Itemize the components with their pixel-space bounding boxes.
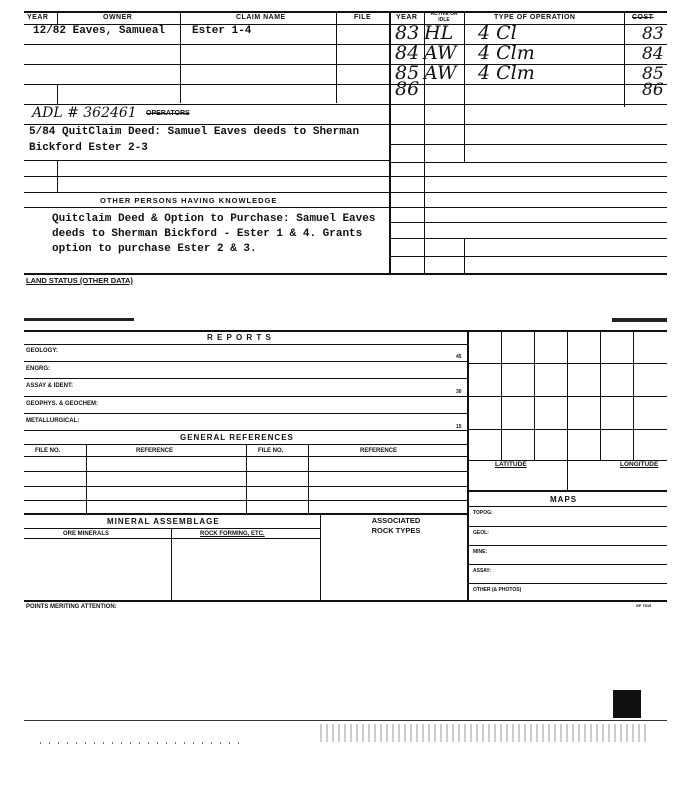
ops-row-type: 4 Clm xyxy=(478,62,535,84)
rock-types-label: ROCK TYPES xyxy=(371,526,421,535)
report-assay-label: ASSAY & IDENT: xyxy=(26,383,74,389)
grid-col xyxy=(501,330,502,460)
mineral-assemblage-title: MINERAL ASSEMBLAGE xyxy=(107,517,220,526)
map-item-assay: ASSAY: xyxy=(473,568,492,574)
section-rule xyxy=(24,192,390,193)
maps-rule xyxy=(467,583,667,584)
claim-file-header: FILE xyxy=(354,14,372,21)
reports-rule xyxy=(24,396,467,397)
ops-row-year: 84 xyxy=(395,42,420,64)
reports-rule xyxy=(24,413,467,414)
ops-active-header: ACTIVE OR IDLE xyxy=(430,11,458,23)
claim-row-rule xyxy=(24,64,390,65)
ops-row-rule xyxy=(389,144,667,145)
claim-col-divider xyxy=(336,11,337,103)
section-rule xyxy=(24,124,390,125)
ops-row-status: HL xyxy=(424,22,454,44)
reports-rule xyxy=(24,361,467,362)
scan-artifact-line xyxy=(24,720,667,721)
claim-col-divider xyxy=(180,11,181,103)
ops-row-right: 84 xyxy=(642,44,664,64)
report-assay-code: 30 xyxy=(456,389,462,395)
claim-col-divider xyxy=(57,160,58,192)
rock-forming-label: ROCK FORMING, ETC. xyxy=(200,531,265,537)
claim-name-header: CLAIM NAME xyxy=(236,14,286,21)
longitude-label: LONGITUDE xyxy=(620,461,659,468)
ops-row-status: AW xyxy=(424,62,457,84)
ops-row-rule xyxy=(389,84,667,85)
ref-file-no2-header: FILE NO. xyxy=(258,448,284,454)
ops-row-type: 4 Cl xyxy=(478,22,517,44)
ops-row-rule xyxy=(389,192,667,193)
references-bottom-border xyxy=(24,513,467,515)
grid-col xyxy=(567,330,568,490)
reports-title: R E P O R T S xyxy=(207,333,272,342)
scan-artifact-block xyxy=(613,690,641,718)
section-rule xyxy=(24,160,390,161)
points-meriting-label: POINTS MERITING ATTENTION: xyxy=(26,604,117,610)
maps-rule xyxy=(467,564,667,565)
ref-reference2-header: REFERENCE xyxy=(360,448,398,454)
report-geology-code: 45 xyxy=(456,354,462,360)
ore-minerals-label: ORE MINERALS xyxy=(63,531,110,537)
ops-col-divider xyxy=(624,11,625,107)
ref-col-divider xyxy=(308,444,309,514)
ops-row-rule xyxy=(389,256,667,257)
mineral-col-divider xyxy=(320,513,321,600)
section-rule xyxy=(24,207,390,208)
claim-row-name: Ester 1-4 xyxy=(192,25,252,37)
grid-row xyxy=(467,396,667,397)
report-metallurgical-label: METALLURGICAL: xyxy=(26,418,80,424)
maps-rule xyxy=(467,545,667,546)
reports-rule xyxy=(24,430,467,431)
ops-col-divider xyxy=(464,238,465,273)
adl-number-handwritten: ADL # 362461 xyxy=(32,105,137,121)
ops-row-rule xyxy=(389,176,667,177)
claim-year-header: YEAR xyxy=(27,14,49,21)
associated-label: ASSOCIATED xyxy=(371,516,421,525)
ops-col-divider xyxy=(464,11,465,163)
other-persons-line1: Quitclaim Deed & Option to Purchase: Samuel Eaves xyxy=(52,213,376,225)
scan-artifact-speckle xyxy=(320,724,650,742)
ops-row-rule xyxy=(389,124,667,125)
ops-row-rule xyxy=(389,238,667,239)
ops-row-right: 85 xyxy=(642,64,664,84)
ops-row-rule xyxy=(389,104,667,105)
center-divider xyxy=(389,11,391,273)
ref-col-divider xyxy=(86,444,87,514)
ops-row-year: 85 xyxy=(395,62,420,84)
ops-row-right: 86 xyxy=(642,80,664,100)
reports-rule xyxy=(24,378,467,379)
grid-col xyxy=(534,330,535,460)
mineral-rule xyxy=(24,528,320,529)
maps-rule xyxy=(467,526,667,527)
ops-row-year: 83 xyxy=(395,22,420,44)
land-status-label: LAND STATUS (OTHER DATA) xyxy=(26,276,133,285)
ops-row-type: 4 Clm xyxy=(478,42,535,64)
section-rule xyxy=(24,176,390,177)
reports-right-divider xyxy=(467,330,469,600)
ops-row-year: 86 xyxy=(395,78,420,100)
maps-rule xyxy=(467,506,667,507)
ref-col-divider xyxy=(246,444,247,514)
map-item-other: OTHER (& PHOTOS) xyxy=(473,587,522,593)
claim-owner-header: OWNER xyxy=(103,14,133,21)
ops-type-header: TYPE OF OPERATION xyxy=(494,14,576,21)
scan-artifact-speckle xyxy=(40,742,240,744)
latitude-label: LATITUDE xyxy=(495,461,527,468)
other-persons-title: OTHER PERSONS HAVING KNOWLEDGE xyxy=(100,196,278,205)
other-persons-line2: deeds to Sherman Bickford - Ester 1 & 4. Grants xyxy=(52,228,363,240)
ops-row-right: 83 xyxy=(642,24,664,44)
land-status-rule xyxy=(24,273,667,275)
maps-top-border xyxy=(467,490,667,492)
reports-top-border xyxy=(24,330,667,332)
grid-col xyxy=(633,330,634,460)
grid-col xyxy=(600,330,601,460)
claim-col-divider xyxy=(57,84,58,104)
deed-note-line2: Bickford Ester 2-3 xyxy=(29,142,148,154)
deed-note-line1: 5/84 QuitClaim Deed: Samuel Eaves deeds to Sherman xyxy=(29,126,360,138)
maps-title: MAPS xyxy=(550,495,578,504)
mineral-rule xyxy=(24,538,320,539)
points-top-border xyxy=(24,600,667,602)
report-geology-label: GEOLOGY: xyxy=(26,348,58,354)
claim-row-rule xyxy=(24,44,390,45)
claim-col-divider xyxy=(57,11,58,25)
report-engrg-label: ENGRG: xyxy=(26,366,50,372)
ops-row-rule xyxy=(389,162,667,163)
scan-artifact xyxy=(24,318,134,321)
report-geophys-label: GEOPHYS. & GEOCHEM: xyxy=(26,401,99,407)
ops-row-status: AW xyxy=(424,42,457,64)
ops-row-rule xyxy=(389,207,667,208)
map-item-topog: TOPOG: xyxy=(473,510,493,516)
operators-label: OPERATORS xyxy=(146,110,190,117)
grid-row xyxy=(467,429,667,430)
ref-reference-header: REFERENCE xyxy=(136,448,174,454)
map-item-mine: MINE: xyxy=(473,549,488,555)
mineral-col-divider xyxy=(171,528,172,600)
ops-year-header: YEAR xyxy=(396,14,418,21)
ops-cost-header: COST xyxy=(632,14,654,21)
ref-file-no-header: FILE NO. xyxy=(35,448,61,454)
ops-row-rule xyxy=(389,222,667,223)
scan-artifact xyxy=(612,318,667,322)
claim-row-rule xyxy=(24,84,390,85)
grid-row xyxy=(467,363,667,364)
form-number: SP 7515 xyxy=(636,603,652,608)
reports-rule xyxy=(24,344,467,345)
general-references-title: GENERAL REFERENCES xyxy=(180,433,294,442)
claim-row-owner: 12/82 Eaves, Samueal xyxy=(33,25,166,37)
report-metallurgical-code: 15 xyxy=(456,424,462,430)
map-item-geol: GEOL: xyxy=(473,530,489,536)
other-persons-line3: option to purchase Ester 2 & 3. xyxy=(52,243,257,255)
